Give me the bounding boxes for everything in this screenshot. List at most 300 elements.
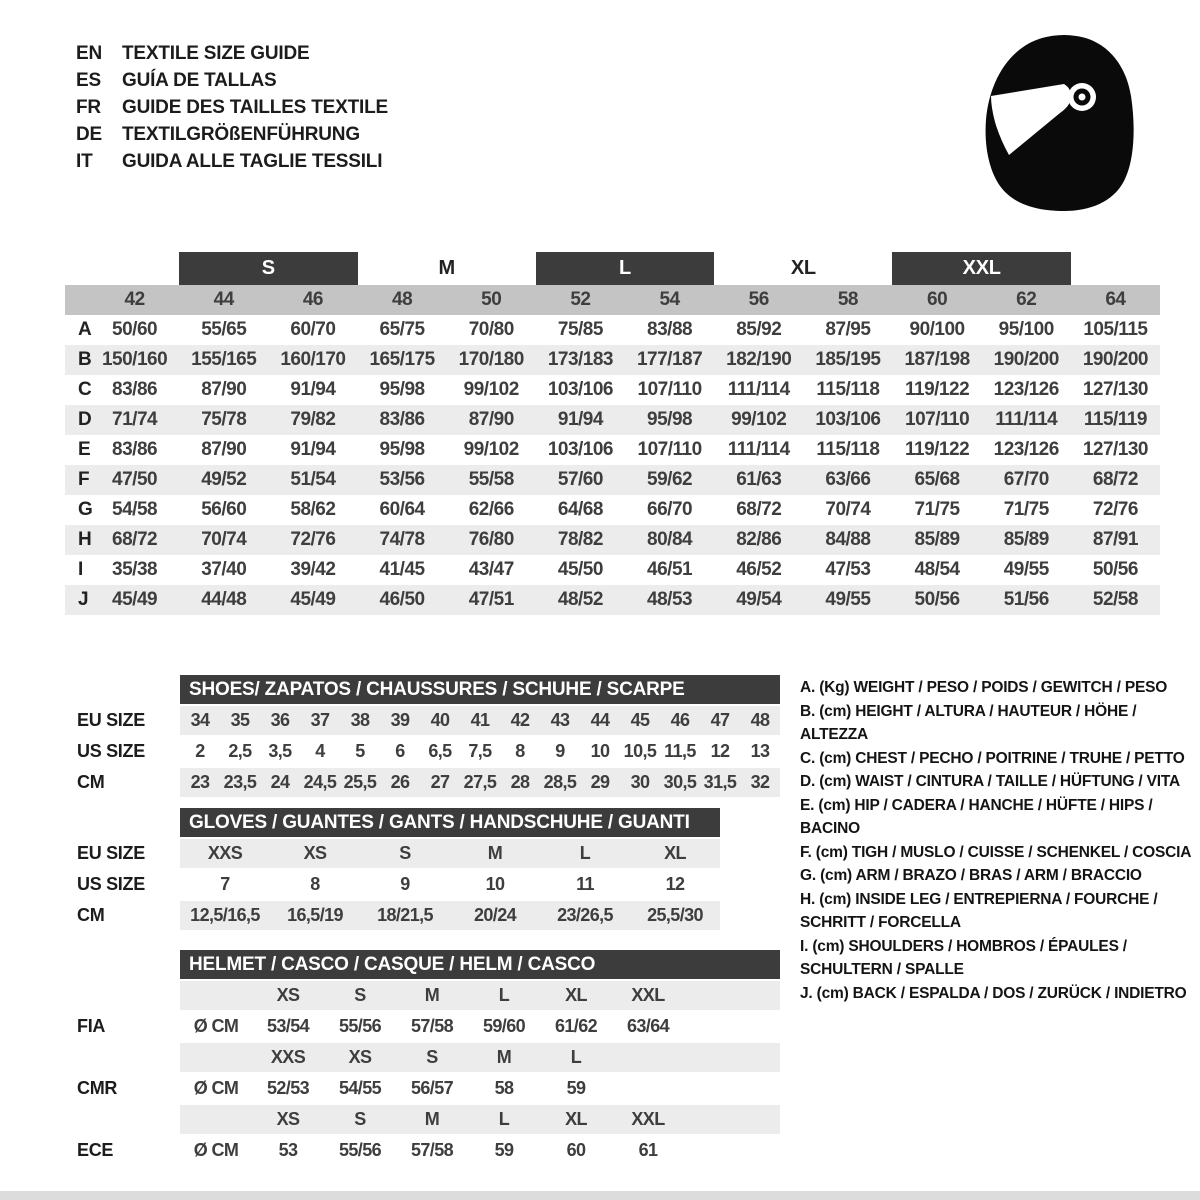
measure-value: 155/165: [191, 349, 257, 370]
size-value: 38: [340, 706, 380, 735]
measure-value: 67/70: [1003, 469, 1049, 490]
measure-row-b: [65, 345, 1160, 375]
size-value: 36: [260, 706, 300, 735]
measure-value: 50/56: [1092, 559, 1138, 580]
size-value: 12: [710, 741, 730, 761]
measure-value: 70/80: [468, 319, 514, 340]
helmet-diameter-value: 61: [638, 1140, 658, 1160]
measure-value: 119/122: [905, 439, 970, 460]
shoes-title-row: [65, 675, 780, 704]
measure-value: 170/180: [458, 349, 524, 370]
shoes-row-us-size: [65, 737, 780, 766]
helmet-diameter-value: 60: [566, 1140, 586, 1160]
measure-value: 48/53: [647, 589, 693, 610]
measure-value: 79/82: [290, 409, 336, 430]
helmet-diameter-value: 53/54: [266, 1016, 310, 1036]
legend-item-j: J. (cm) BACK / ESPALDA / DOS / ZURÜCK / INDIETRO: [800, 984, 1187, 1002]
size-value: 11: [576, 874, 594, 894]
diameter-col-spacer: [180, 1043, 252, 1072]
size-number: 48: [392, 289, 413, 310]
measure-value: 95/100: [998, 319, 1054, 340]
measure-value: 60/70: [290, 319, 336, 340]
helmet-diameter-value: 55/56: [338, 1140, 382, 1160]
values-row-filler: [684, 1136, 780, 1165]
textile-size-table: [65, 252, 1160, 615]
language-code: IT: [76, 151, 93, 172]
measure-value: 72/76: [290, 529, 336, 550]
measure-value: 87/90: [201, 379, 247, 400]
size-group-l: L: [536, 252, 714, 285]
size-value: 31,5: [700, 768, 740, 797]
size-group-header-row: [65, 252, 1160, 285]
measure-value: 78/82: [557, 529, 603, 550]
helmet-size: M: [396, 1105, 468, 1134]
measure-value: 74/78: [379, 529, 425, 550]
size-value: 7,5: [468, 741, 492, 761]
row-letter: J: [78, 589, 89, 610]
legend-item-c: C. (cm) CHEST / PECHO / POITRINE / TRUHE / PETTO: [800, 749, 1185, 767]
size-value: 18/21,5: [360, 901, 450, 930]
helmet-diameter-value: 59/60: [482, 1016, 526, 1036]
measure-value: 90/100: [909, 319, 965, 340]
measure-value: 187/198: [904, 349, 970, 370]
legend-item-d: D. (cm) WAIST / CINTURA / TAILLE / HÜFTUNG / VITA: [800, 773, 1180, 790]
size-value: XS: [270, 839, 360, 868]
measure-value: 48/54: [914, 559, 960, 580]
size-number: 64: [1105, 289, 1126, 310]
helmet-diameter-value: 56/57: [410, 1078, 454, 1098]
row-letter: H: [78, 529, 92, 550]
measure-value: 150/160: [101, 349, 168, 370]
helmet-size: L: [468, 981, 540, 1010]
measure-value: 87/91: [1092, 529, 1138, 550]
helmet-size-table: [65, 950, 780, 1167]
measure-row-g: [65, 495, 1160, 525]
sizes-row-filler: [684, 981, 780, 1010]
diameter-col-spacer: [180, 981, 252, 1010]
measure-value: 54/58: [112, 499, 158, 520]
row-label: CM: [77, 905, 105, 925]
size-value: 11,5: [664, 741, 696, 761]
standard-label: CMR: [77, 1078, 118, 1098]
measure-value: 95/98: [379, 439, 425, 460]
helmet-diameter-value: 57/58: [410, 1016, 454, 1036]
measure-value: 70/74: [825, 499, 871, 520]
gloves-row-eu-size: [65, 839, 720, 868]
size-value: 23: [180, 768, 220, 797]
measure-value: 65/75: [379, 319, 425, 340]
standard-label: ECE: [77, 1140, 114, 1160]
row-letter: D: [78, 409, 92, 430]
helmet-diameter-value: 59: [566, 1078, 586, 1098]
measure-value: 44/48: [201, 589, 247, 610]
measure-value: 75/85: [557, 319, 603, 340]
helmet-sizes-row-ece: [65, 1105, 780, 1134]
helmet-values-row-cmr: [65, 1074, 780, 1103]
measure-value: 99/102: [463, 379, 519, 400]
measure-value: 45/50: [557, 559, 603, 580]
legend-item-b: B. (cm) HEIGHT / ALTURA / HAUTEUR / HÖHE / ALTEZZA: [800, 702, 1137, 743]
sizes-row-spacer: [65, 1043, 180, 1072]
measure-value: 190/200: [1082, 349, 1148, 370]
language-row: [76, 148, 388, 175]
measure-value: 115/118: [816, 439, 880, 460]
helmet-diameter-value: 59: [494, 1140, 514, 1160]
measure-value: 46/51: [647, 559, 693, 580]
size-value: 48: [740, 706, 780, 735]
size-value: 7: [220, 874, 230, 894]
measure-row-e: [65, 435, 1160, 465]
size-value: S: [360, 839, 450, 868]
measure-value: 107/110: [637, 439, 702, 460]
helmet-diameter-value: 57/58: [410, 1140, 454, 1160]
sizes-row-spacer: [65, 981, 180, 1010]
legend-item-i: I. (cm) SHOULDERS / HOMBROS / ÉPAULES / SCHULTERN / SPALLE: [800, 937, 1127, 978]
language-code: DE: [76, 124, 102, 145]
size-value: 45: [620, 706, 660, 735]
helmet-size: XS: [324, 1043, 396, 1072]
measure-value: 105/115: [1083, 319, 1148, 340]
measure-value: 95/98: [379, 379, 425, 400]
measure-value: 111/114: [727, 379, 790, 400]
measure-value: 49/54: [736, 589, 782, 610]
shoes-row-eu-size: [65, 706, 780, 735]
measure-value: 71/75: [914, 499, 960, 520]
measure-value: 85/92: [736, 319, 782, 340]
row-letter: E: [78, 439, 91, 460]
measure-value: 111/114: [727, 439, 790, 460]
measure-value: 68/72: [1092, 469, 1138, 490]
row-label: CM: [77, 772, 105, 792]
helmet-size: M: [468, 1043, 540, 1072]
measure-row-c: [65, 375, 1160, 405]
measure-value: 103/106: [815, 409, 881, 430]
measure-value: 87/95: [825, 319, 871, 340]
helmet-size: L: [468, 1105, 540, 1134]
helmet-size: XL: [540, 1105, 612, 1134]
size-value: 42: [500, 706, 540, 735]
measure-value: 47/51: [468, 589, 514, 610]
measure-row-a: [65, 315, 1160, 345]
measure-value: 85/89: [914, 529, 960, 550]
size-value: 9: [400, 874, 410, 894]
helmet-size: S: [396, 1043, 468, 1072]
sizes-row-filler: [684, 1043, 780, 1072]
measure-row-i: [65, 555, 1160, 585]
size-value: 8: [310, 874, 320, 894]
shoes-title-spacer: [65, 675, 180, 704]
size-group-m: M: [438, 257, 455, 279]
measure-value: 35/38: [112, 559, 158, 580]
helmet-size: XS: [252, 1105, 324, 1134]
size-number: 58: [837, 289, 858, 310]
measure-value: 107/110: [905, 409, 970, 430]
language-code: ES: [76, 70, 101, 91]
measure-value: 91/94: [557, 409, 603, 430]
language-row: [76, 121, 388, 148]
size-value: 30,5: [660, 768, 700, 797]
size-value: 39: [380, 706, 420, 735]
size-value: 12,5/16,5: [180, 901, 270, 930]
row-letter: C: [78, 379, 92, 400]
measure-value: 115/119: [1083, 409, 1147, 430]
helmet-diameter-value: [612, 1074, 684, 1103]
row-letter: B: [78, 349, 92, 370]
helmet-values-row-fia: [65, 1012, 780, 1041]
row-letter: I: [78, 559, 83, 580]
bottom-edge-strip: [0, 1191, 1200, 1200]
legend-item-g: G. (cm) ARM / BRAZO / BRAS / ARM / BRACCIO: [800, 867, 1142, 884]
size-number: 54: [659, 289, 680, 310]
measure-value: 177/187: [636, 349, 703, 370]
measure-row-f: [65, 465, 1160, 495]
size-number: 50: [481, 289, 502, 310]
measure-value: 50/60: [112, 319, 158, 340]
size-value: 2: [195, 741, 205, 761]
helmet-size: [612, 1043, 684, 1072]
measure-value: 47/50: [112, 469, 158, 490]
row-letter: A: [78, 319, 92, 340]
measure-value: 190/200: [993, 349, 1059, 370]
measure-value: 58/62: [290, 499, 336, 520]
measure-value: 185/195: [815, 349, 881, 370]
measure-value: 62/66: [468, 499, 514, 520]
helmet-size: S: [324, 1105, 396, 1134]
size-value: 47: [700, 706, 740, 735]
size-value: 32: [740, 768, 780, 797]
size-number: 52: [570, 289, 591, 310]
size-value: 16,5/19: [270, 901, 360, 930]
measure-value: 103/106: [547, 379, 613, 400]
row-letter: F: [78, 469, 90, 490]
language-code: FR: [76, 97, 101, 118]
size-value: 30: [620, 768, 660, 797]
diameter-label: Ø CM: [193, 1016, 239, 1036]
size-value: 37: [300, 706, 340, 735]
measure-value: 91/94: [290, 439, 336, 460]
helmet-size: XXS: [252, 1043, 324, 1072]
measure-value: 51/56: [1003, 589, 1049, 610]
measure-value: 173/183: [547, 349, 613, 370]
size-value: 2,5: [228, 741, 252, 761]
measure-value: 55/65: [201, 319, 247, 340]
helmet-size: XXL: [612, 1105, 684, 1134]
size-value: 28: [500, 768, 540, 797]
measure-value: 83/86: [112, 439, 158, 460]
helmet-title-spacer: [65, 950, 180, 979]
measure-value: 45/49: [290, 589, 336, 610]
sizes-row-spacer: [65, 1105, 180, 1134]
helmet-size: XS: [252, 981, 324, 1010]
gloves-title-row: [65, 808, 720, 837]
measure-row-j: [65, 585, 1160, 615]
row-label: EU SIZE: [77, 843, 145, 863]
helmet-diameter-value: 54/55: [338, 1078, 382, 1098]
measure-value: 64/68: [557, 499, 603, 520]
gloves-table-title: GLOVES / GUANTES / GANTS / HANDSCHUHE / GUANTI: [180, 808, 720, 837]
language-title: TEXTILGRÖßENFÜHRUNG: [122, 124, 360, 145]
measure-value: 165/175: [369, 349, 435, 370]
measure-value: 123/126: [993, 379, 1059, 400]
measure-value: 83/86: [112, 379, 158, 400]
helmet-size: S: [324, 981, 396, 1010]
legend-item-a: A. (Kg) WEIGHT / PESO / POIDS / GEWITCH / PESO: [800, 679, 1168, 696]
measure-value: 99/102: [731, 409, 787, 430]
size-value: 3,5: [268, 741, 292, 761]
size-number-row: [65, 285, 1160, 315]
language-row: [76, 40, 388, 67]
measure-value: 59/62: [647, 469, 693, 490]
size-value: 43: [540, 706, 580, 735]
measure-value: 95/98: [647, 409, 693, 430]
measure-value: 37/40: [201, 559, 247, 580]
helmet-size: XL: [540, 981, 612, 1010]
measure-value: 49/55: [1003, 559, 1049, 580]
measure-value: 111/114: [995, 409, 1058, 430]
measure-value: 45/49: [112, 589, 158, 610]
measure-value: 55/58: [468, 469, 514, 490]
size-number: 60: [927, 289, 948, 310]
language-title: GUÍA DE TALLAS: [122, 70, 277, 91]
size-number: 42: [124, 289, 145, 310]
size-value: 5: [355, 741, 365, 761]
measure-value: 83/88: [647, 319, 693, 340]
size-group-s: S: [179, 252, 357, 285]
size-value: 10: [590, 741, 610, 761]
measure-value: 71/74: [112, 409, 158, 430]
helmet-size: XXL: [612, 981, 684, 1010]
measure-value: 115/118: [816, 379, 880, 400]
measure-value: 70/74: [201, 529, 247, 550]
size-value: 27: [420, 768, 460, 797]
measure-value: 71/75: [1003, 499, 1049, 520]
measure-value: 127/130: [1082, 379, 1148, 400]
measure-value: 49/52: [201, 469, 247, 490]
size-value: 10: [485, 874, 505, 894]
measure-value: 49/55: [825, 589, 871, 610]
helmet-diameter-value: 55/56: [338, 1016, 382, 1036]
measure-value: 82/86: [736, 529, 782, 550]
language-row: [76, 67, 388, 94]
helmet-diameter-value: 53: [278, 1140, 298, 1160]
size-value: 41: [460, 706, 500, 735]
gloves-title-spacer: [65, 808, 180, 837]
measure-value: 66/70: [647, 499, 693, 520]
language-row: [76, 94, 388, 121]
helmet-size: M: [396, 981, 468, 1010]
measure-value: 91/94: [290, 379, 336, 400]
measure-value: 46/50: [379, 589, 425, 610]
size-value: 6,5: [428, 741, 452, 761]
size-value: 23/26,5: [540, 901, 630, 930]
measure-value: 68/72: [736, 499, 782, 520]
helmet-table-title: HELMET / CASCO / CASQUE / HELM / CASCO: [180, 950, 780, 979]
helmet-diameter-value: 52/53: [266, 1078, 310, 1098]
size-value: 20/24: [450, 901, 540, 930]
size-value: 10,5: [623, 741, 657, 761]
size-number: 62: [1016, 289, 1037, 310]
measure-value: 60/64: [379, 499, 425, 520]
measure-value: 75/78: [201, 409, 247, 430]
sizes-row-filler: [684, 1105, 780, 1134]
measure-value: 68/72: [112, 529, 158, 550]
size-value: 25,5/30: [630, 901, 720, 930]
size-value: 34: [180, 706, 220, 735]
helmet-sizes-row-fia: [65, 981, 780, 1010]
measure-value: 48/52: [557, 589, 603, 610]
language-code: EN: [76, 43, 102, 64]
language-title: TEXTILE SIZE GUIDE: [122, 43, 310, 64]
row-letter: G: [78, 499, 93, 520]
values-row-filler: [684, 1012, 780, 1041]
legend-item-f: F. (cm) TIGH / MUSLO / CUISSE / SCHENKEL / COSCIA: [800, 843, 1192, 861]
measure-value: 56/60: [201, 499, 247, 520]
measure-value: 87/90: [468, 409, 514, 430]
language-title-list: [76, 40, 388, 175]
measure-value: 119/122: [905, 379, 970, 400]
size-value: 40: [420, 706, 460, 735]
shoes-table-title: SHOES/ ZAPATOS / CHAUSSURES / SCHUHE / SCARPE: [180, 675, 780, 704]
size-value: 12: [665, 874, 685, 894]
shoes-size-table: [65, 675, 780, 799]
measure-value: 41/45: [379, 559, 425, 580]
measure-value: 51/54: [290, 469, 336, 490]
measure-row-h: [65, 525, 1160, 555]
racing-helmet-icon: [972, 34, 1142, 212]
measure-value: 50/56: [914, 589, 960, 610]
size-number: 56: [748, 289, 769, 310]
size-value: 29: [580, 768, 620, 797]
gloves-row-cm: [65, 901, 720, 930]
size-value: 13: [750, 741, 770, 761]
size-value: 26: [380, 768, 420, 797]
measure-value: 83/86: [379, 409, 425, 430]
size-value: 9: [555, 741, 565, 761]
measure-value: 76/80: [468, 529, 514, 550]
measure-value: 46/52: [736, 559, 782, 580]
measure-value: 123/126: [993, 439, 1059, 460]
helmet-size: L: [540, 1043, 612, 1072]
size-value: 23,5: [220, 768, 260, 797]
measure-row-d: [65, 405, 1160, 435]
language-title: GUIDA ALLE TAGLIE TESSILI: [122, 151, 383, 172]
shoes-row-cm: [65, 768, 780, 797]
measure-value: 52/58: [1092, 589, 1138, 610]
measure-value: 61/63: [736, 469, 782, 490]
helmet-diameter-value: 58: [494, 1078, 514, 1098]
language-title: GUIDE DES TAILLES TEXTILE: [122, 97, 388, 118]
size-group-xl: XL: [790, 257, 816, 279]
size-value: 6: [395, 741, 405, 761]
diameter-col-spacer: [180, 1105, 252, 1134]
measure-value: 53/56: [379, 469, 425, 490]
diameter-label: Ø CM: [193, 1078, 239, 1098]
standard-label: FIA: [77, 1016, 106, 1036]
size-value: L: [540, 839, 630, 868]
size-value: 4: [315, 741, 325, 761]
measure-value: 43/47: [468, 559, 514, 580]
size-value: M: [450, 839, 540, 868]
helmet-diameter-value: 61/62: [554, 1016, 598, 1036]
measurement-legend: [800, 676, 1198, 1005]
measure-value: 65/68: [914, 469, 960, 490]
size-value: 44: [580, 706, 620, 735]
values-row-filler: [684, 1074, 780, 1103]
row-label: US SIZE: [77, 741, 145, 761]
measure-value: 87/90: [201, 439, 247, 460]
helmet-values-row-ece: [65, 1136, 780, 1165]
measure-value: 80/84: [647, 529, 693, 550]
